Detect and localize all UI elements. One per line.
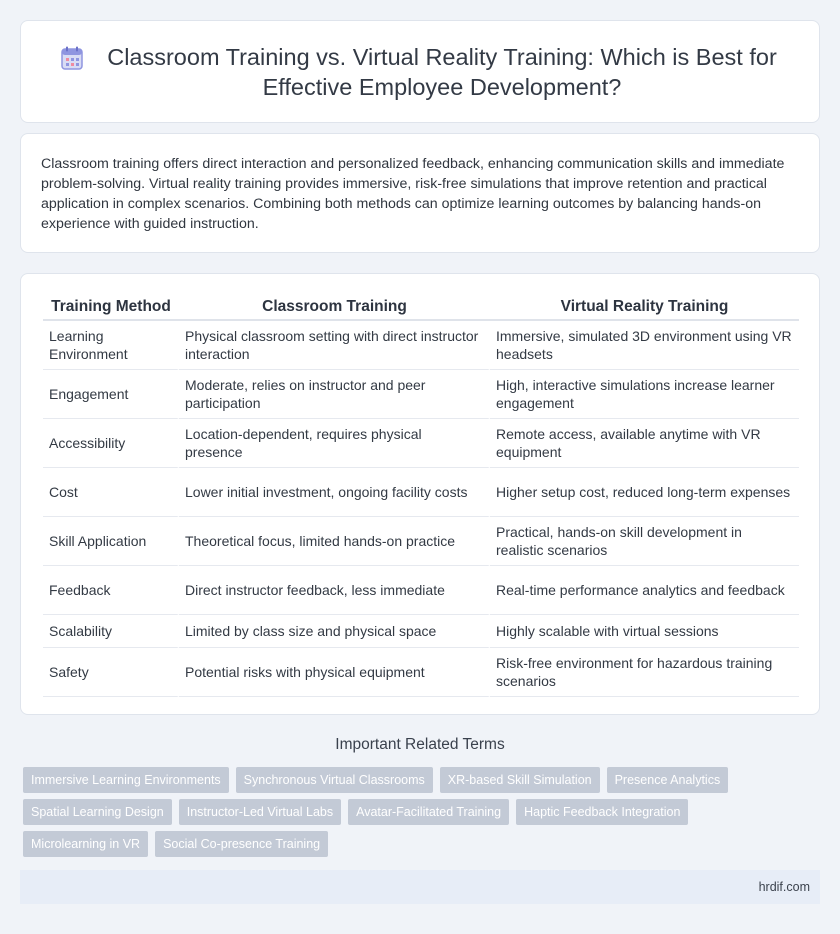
table-cell: Scalability [43,615,179,648]
title-wrap [21,42,819,102]
related-term-tag[interactable]: Synchronous Virtual Classrooms [236,767,433,793]
table-row [43,419,799,468]
table-cell: Learning Environment [43,321,179,370]
table-cell: Safety [43,648,179,697]
table-cell: Accessibility [43,419,179,468]
related-term-tag[interactable]: Microlearning in VR [23,831,148,857]
calendar-icon [61,46,83,70]
related-term-tag[interactable]: Presence Analytics [607,767,729,793]
table-header-row [43,294,799,321]
comparison-table [43,294,799,697]
table-cell: Direct instructor feedback, less immediate [179,566,490,615]
table-cell: Immersive, simulated 3D environment using VR headsets [490,321,799,370]
table-cell: Physical classroom setting with direct instructor interaction [179,321,490,370]
table-cell: Practical, hands-on skill development in realistic scenarios [490,517,799,566]
table-cell: Real-time performance analytics and feedback [490,566,799,615]
related-term-tag[interactable]: Immersive Learning Environments [23,767,229,793]
table-header-cell: Classroom Training [179,294,490,321]
table-cell: Feedback [43,566,179,615]
related-term-tag[interactable]: Spatial Learning Design [23,799,172,825]
comparison-table-card [20,273,820,715]
table-row [43,321,799,370]
table-cell: High, interactive simulations increase learner engagement [490,370,799,419]
intro-paragraph: Classroom training offers direct interaction and personalized feedback, enhancing communication skills and immediate problem-solving. Virtual reality training provides immersive, risk-free simulations that improve retention and practical application in complex scenarios. Combining both methods can optimize learning outcomes by balancing hands-on experience with guided instruction. [41,156,785,232]
table-cell: Remote access, available anytime with VR equipment [490,419,799,468]
footer [20,870,820,904]
table-row [43,468,799,517]
table-row [43,370,799,419]
table-header-cell: Training Method [43,294,179,321]
table-cell: Limited by class size and physical space [179,615,490,648]
table-cell: Engagement [43,370,179,419]
table-row [43,566,799,615]
table-cell: Skill Application [43,517,179,566]
footer-site-link[interactable]: hrdif.com [758,880,810,894]
table-cell: Risk-free environment for hazardous training scenarios [490,648,799,697]
table-row [43,615,799,648]
title-card [20,20,820,123]
related-terms-tags [23,767,803,863]
table-cell: Potential risks with physical equipment [179,648,490,697]
related-term-tag[interactable]: Haptic Feedback Integration [516,799,688,825]
table-cell: Theoretical focus, limited hands-on practice [179,517,490,566]
table-cell: Cost [43,468,179,517]
table-cell: Lower initial investment, ongoing facility costs [179,468,490,517]
related-term-tag[interactable]: XR-based Skill Simulation [440,767,600,793]
table-row [43,648,799,697]
table-header-cell: Virtual Reality Training [490,294,799,321]
table-cell: Moderate, relies on instructor and peer participation [179,370,490,419]
table-cell: Location-dependent, requires physical presence [179,419,490,468]
related-term-tag[interactable]: Instructor-Led Virtual Labs [179,799,341,825]
table-cell: Higher setup cost, reduced long-term expenses [490,468,799,517]
table-row [43,517,799,566]
table-cell: Highly scalable with virtual sessions [490,615,799,648]
related-term-tag[interactable]: Social Co-presence Training [155,831,328,857]
related-term-tag[interactable]: Avatar-Facilitated Training [348,799,509,825]
intro-card [20,133,820,253]
related-terms-title: Important Related Terms [335,736,505,753]
page-title: Classroom Training vs. Virtual Reality Training: Which is Best for Effective Employee Development? [107,43,777,100]
